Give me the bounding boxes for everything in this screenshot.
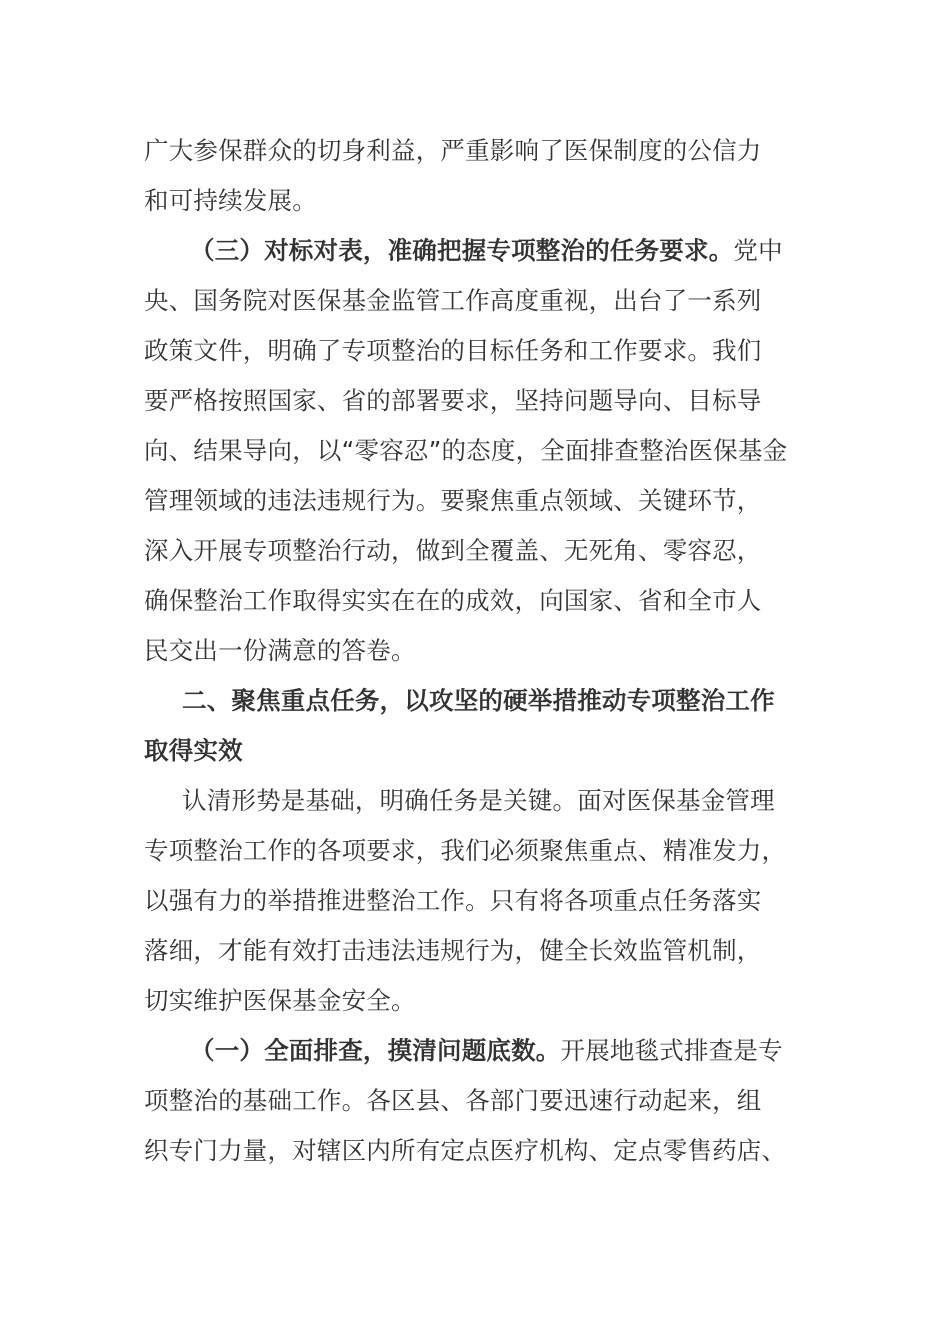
paragraph-line: [144, 526, 808, 576]
paragraph-line: [144, 276, 808, 326]
paragraph-line: [144, 626, 808, 676]
section-heading: 取得实效: [144, 736, 243, 765]
line-text: 党中: [733, 236, 783, 265]
line-text: 切实维护医保基金安全。: [144, 986, 416, 1015]
paragraph-line: [144, 1126, 808, 1176]
line-text: 民交出一份满意的答卷。: [144, 636, 416, 665]
section-heading-line: [144, 676, 808, 726]
paragraph-line: [144, 176, 808, 226]
line-text: 织专门力量，对辖区内所有定点医疗机构、定点零售药店、: [144, 1136, 787, 1165]
paragraph-line: [144, 826, 808, 876]
line-text: 认清形势是基础，明确任务是关键。面对医保基金管理: [182, 786, 775, 815]
line-text: 确保整治工作取得实实在在的成效，向国家、省和全市人: [144, 586, 762, 615]
paragraph-line: [144, 776, 808, 826]
paragraph-line: [144, 876, 808, 926]
subsection-heading-line: [144, 1026, 808, 1076]
line-text: 开展地毯式排查是专: [560, 1036, 783, 1065]
subsection-heading: （一）全面排查，摸清问题底数。: [190, 1036, 561, 1065]
line-text: 政策文件，明确了专项整治的目标任务和工作要求。我们: [144, 336, 762, 365]
section-heading: 二、聚焦重点任务，以攻坚的硬举措推动专项整治工作: [182, 686, 775, 715]
paragraph-line: [144, 426, 808, 476]
line-text: 向、结果导向，以“零容忍”的态度，全面排查整治医保基金: [144, 436, 788, 465]
line-text: 以强有力的举措推进整治工作。只有将各项重点任务落实: [144, 886, 762, 915]
paragraph-line: [144, 126, 808, 176]
line-text: 管理领域的违法违规行为。要聚焦重点领域、关键环节，: [144, 486, 762, 515]
subsection-heading-line: [144, 226, 808, 276]
section-heading-line: [144, 726, 808, 776]
line-text: 要严格按照国家、省的部署要求，坚持问题导向、目标导: [144, 386, 762, 415]
subsection-heading: （三）对标对表，准确把握专项整治的任务要求。: [190, 236, 734, 265]
paragraph-line: [144, 926, 808, 976]
document-body: [144, 126, 808, 1176]
line-text: 和可持续发展。: [144, 186, 317, 215]
line-text: 央、国务院对医保基金监管工作高度重视，出台了一系列: [144, 286, 762, 315]
paragraph-line: [144, 576, 808, 626]
paragraph-line: [144, 376, 808, 426]
line-text: 广大参保群众的切身利益，严重影响了医保制度的公信力: [144, 136, 762, 165]
line-text: 深入开展专项整治行动，做到全覆盖、无死角、零容忍，: [144, 536, 762, 565]
paragraph-line: [144, 1076, 808, 1126]
paragraph-line: [144, 976, 808, 1026]
paragraph-line: [144, 476, 808, 526]
line-text: 项整治的基础工作。各区县、各部门要迅速行动起来，组: [144, 1086, 762, 1115]
paragraph-line: [144, 326, 808, 376]
line-text: 落细，才能有效打击违法违规行为，健全长效监管机制，: [144, 936, 762, 965]
line-text: 专项整治工作的各项要求，我们必须聚焦重点、精准发力，: [144, 836, 787, 865]
